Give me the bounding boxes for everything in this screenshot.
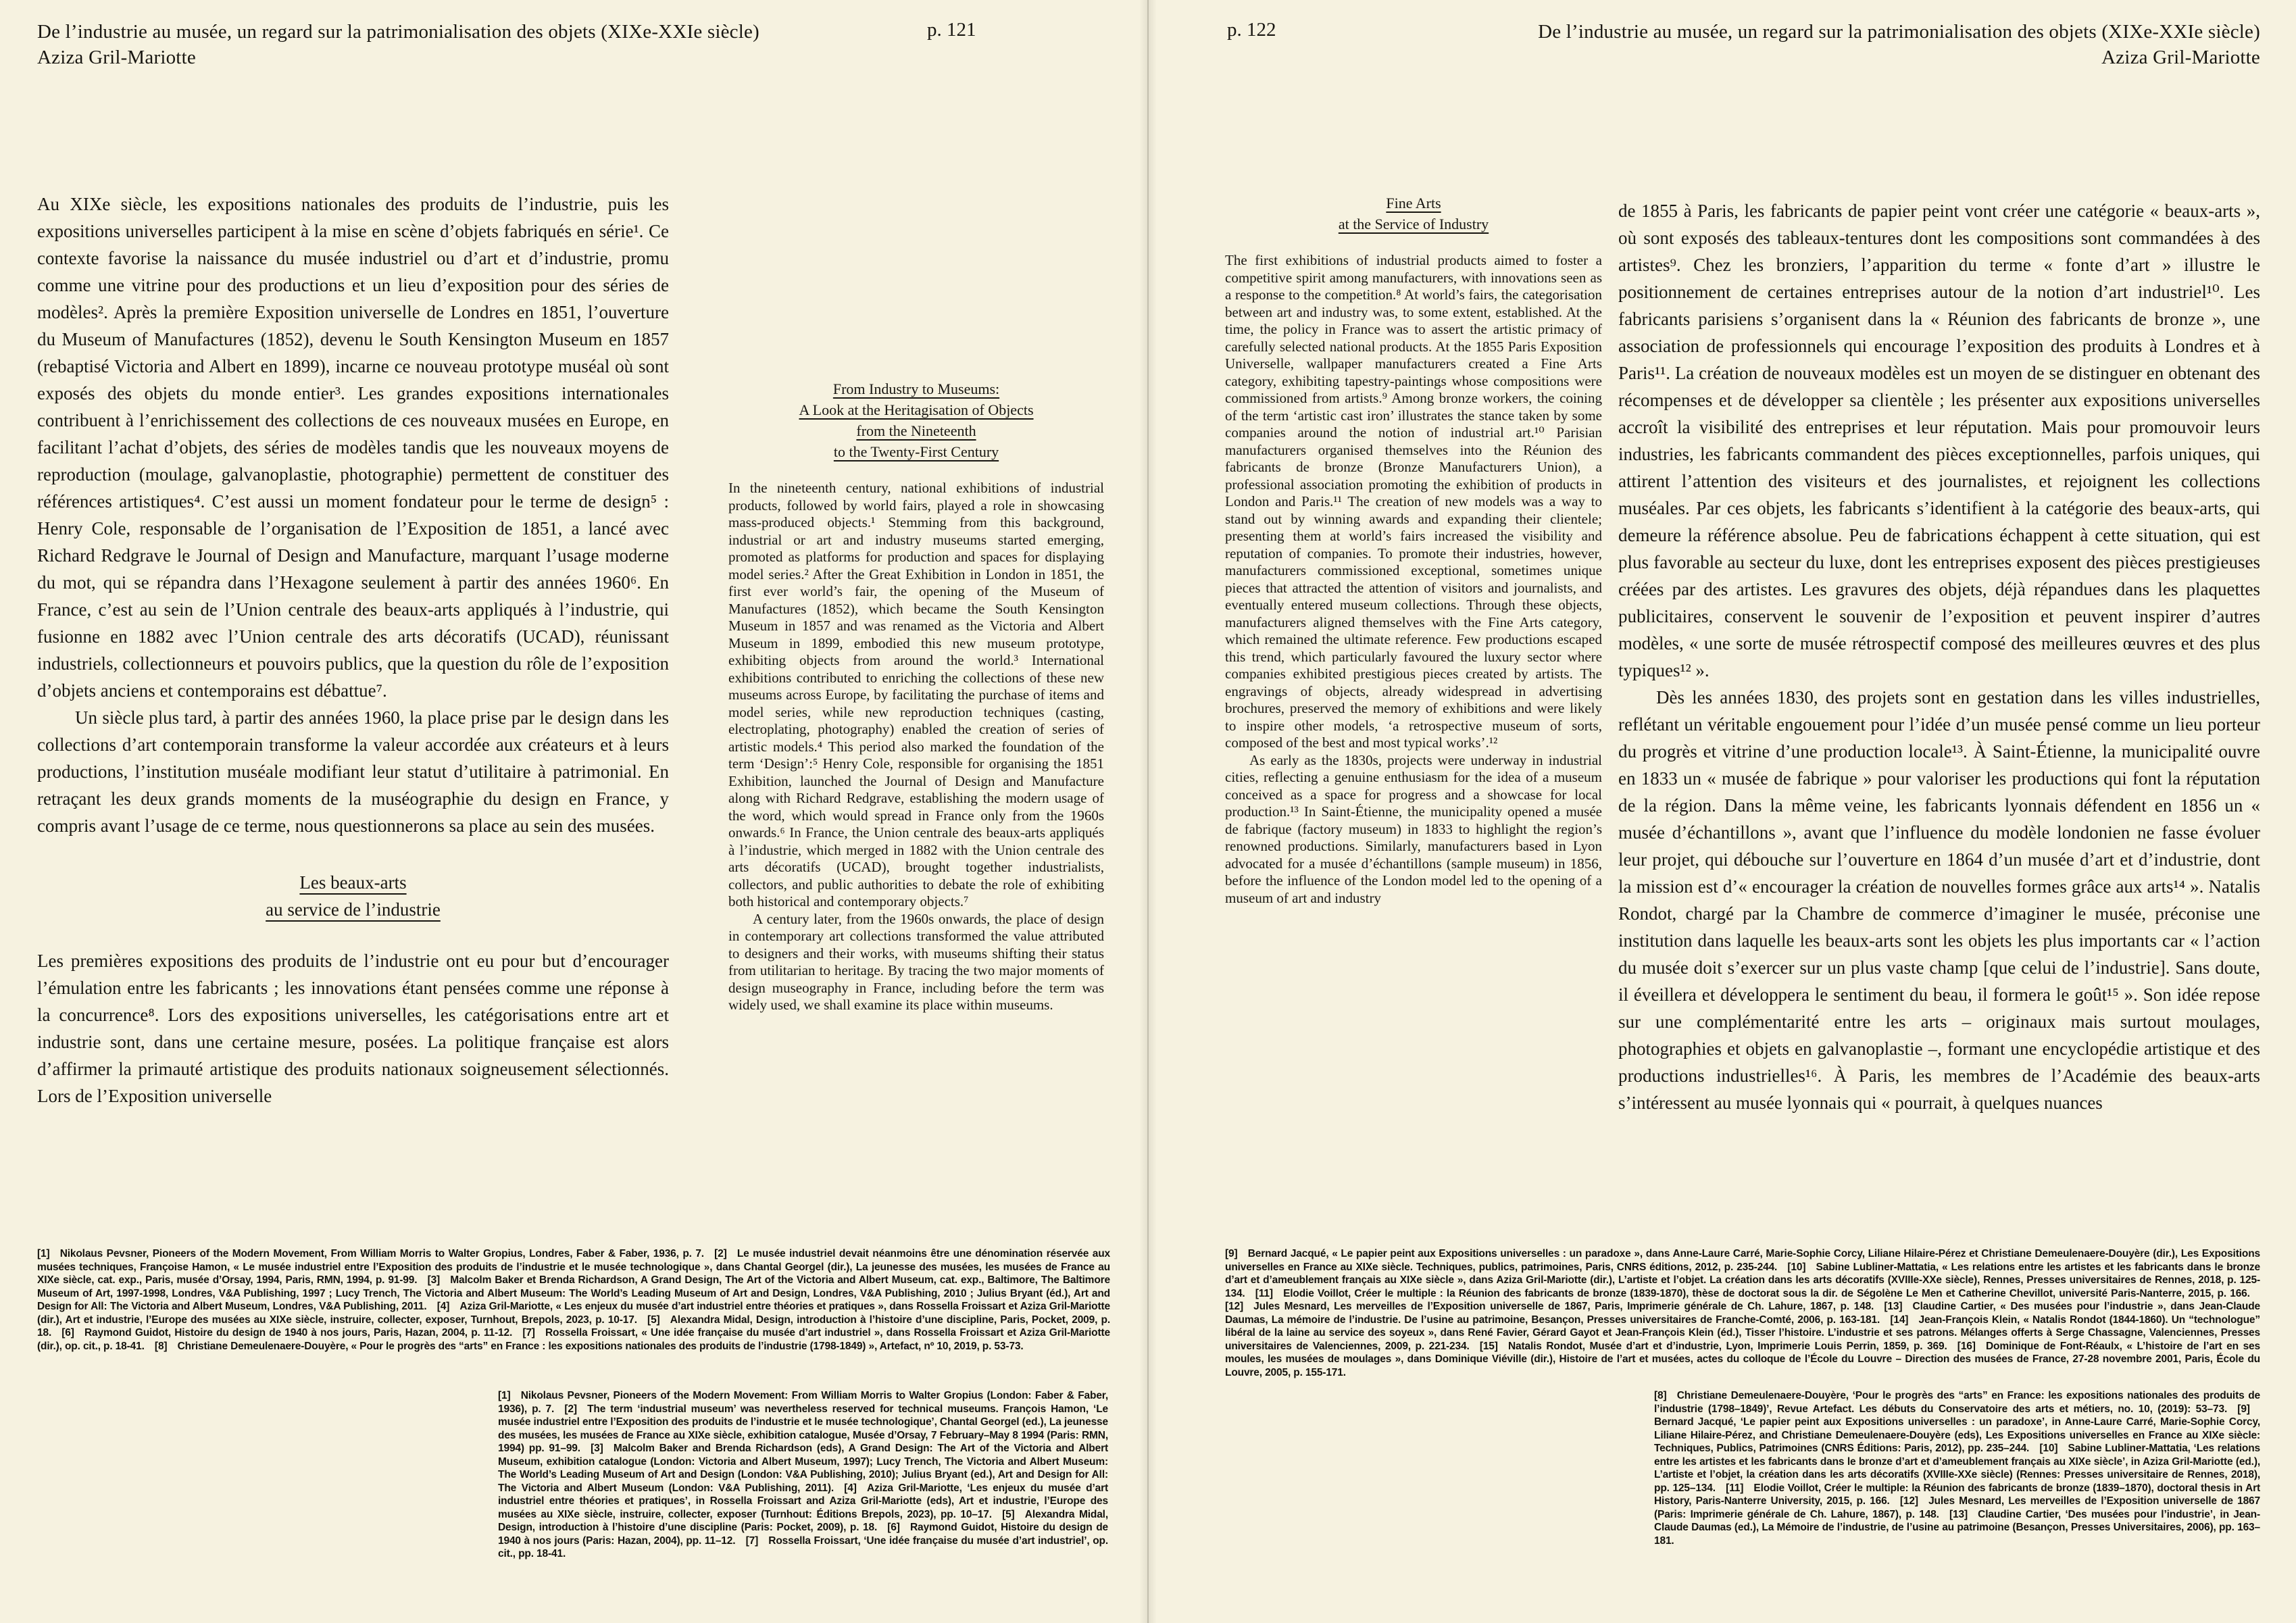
fr-paragraph: Dès les années 1830, des projets sont en gestation dans les villes industrielles, reflétant un véritable engouement pour l’idée d’un musée pensé comme un lieu porteur du progrès et vitrine d’une production locale¹³. À Saint-Étienne, la municipalité ouvre en 1833 un « musée de fabrique » pour valoriser les productions qui font la réputation de la région. Dans la même veine, les fabricants lyonnais défendent en 1856 un « musée d’échantillons », avant que l’influence du modèle londonien ne fasse évoluer leur projet, qui débouche sur l’ouverture en 1864 d’un musée d’art et d’industrie, dont la mission est d’« encourager la création de nouvelles formes grâce aux arts¹⁴ ». Natalis Rondot, chargé par la Chambre de commerce d’imaginer le musée, préconise une institution dans laquelle les beaux-arts sont les objets les plus importants car « l’action du musée doit s’exercer sur un plus vaste champ [que celui de l’industrie]. Sans doute, il éveillera et développera le sentiment du beau, il formera le goût¹⁵ ». Son idée repose sur une complémentarité entre les arts – originaux mais surtout moulages, photographies et objets en galvanoplastie –, formant une encyclopédie artistique et des productions industrielles¹⁶. À Paris, les membres de l’Académie des beaux-arts s’intéressent au musée lyonnais qui « pourrait, à quelques nuances xyxy=(1618,687,2260,1113)
footnotes-english-p121: [1] Nikolaus Pevsner, Pioneers of the Modern Movement: From William Morris to Walter Gropius (London: Faber & Faber, 1936), p. 7. [2] The term ‘industrial museum’ was nevertheless reserved for technical museums. François Hamon, ‘Le musée industriel entre l’Exposition des produits de l’industrie et le musée technologique’, Chantal Georgel (ed.), La jeunesse des musées, les musées de France au XIXe siècle, exhibition catalogue, Musée d’Orsay, 7 February–May 8 1994 (Paris: RMN, 1994) pp. 91–99. [3] Malcolm Baker and Brenda Richardson (eds), A Grand Design: The Art of the Victoria and Albert Museum, exhibition catalogue (London: Victoria and Albert Museum, 1997); Lucy Trench, The Victoria and Albert Museum: The World’s Leading Museum of Art and Design (London: V&A Publishing, 2010); Julius Bryant (ed.), Art and Design for All: The Victoria and Albert Museum (London: V&A Publishing, 2011). [4] Aziza Gril-Mariotte, ‘Les enjeux du musée d’art industriel entre théories et pratiques’, in Rossella Froissart and Aziza Gril-Mariotte (eds), Art et industrie, l’Europe des musées au XIXe siècle, instruire, collecter, exposer (Turnhout: Éditions Brepols, 2023), pp. 10–17. [5] Alexandra Midal, Design, introduction à l’histoire d’une discipline (Paris: Pocket, 2009), p. 18. [6] Raymond Guidot, Histoire du design de 1940 à nos jours (Paris: Hazan, 2004), pp. 11–12. [7] Rossella Froissart, ‘Une idée française du musée d’art industriel’, op. cit., pp. 18-41. xyxy=(498,1390,1108,1559)
section-heading-line: From Industry to Museums: xyxy=(832,380,1000,397)
section-heading-line: Fine Arts xyxy=(1386,195,1441,211)
section-heading-line: A Look at the Heritagisation of Objects xyxy=(799,401,1034,418)
section-heading-en xyxy=(1225,193,1602,234)
footnotes-french-p122: [9] Bernard Jacqué, « Le papier peint aux Expositions universelles : un paradoxe », dans Anne-Laure Carré, Marie-Sophie Corcy, Liliane Hilaire-Pérez et Christiane Demeulenaere-Douyère (dir.), Les Expositions universelles en France au XIXe siècle. Techniques, publics, patrimoines, Paris, CNRS éditions, 2012, p. 235-244. [10] Sabine Lubliner-Mattatia, « Les relations entre les artistes et les fabricants dans le bronze d’art et d’ameublement français au XIXe siècle », dans Aziza Gril-Mariotte (dir.), L’artiste et l’objet. La création dans les arts décoratifs (XVIIIe-XXe siècle), Rennes, Presses universitaires de Rennes, 2018, p. 125-134. [11] Elodie Voillot, Créer le multiple : la Réunion des fabricants de bronze (1839-1870), thèse de doctorat sous la dir. de Ségolène Le Men et Catherine Chevillot, université Paris-Nanterre, 2015, p. 166. [12] Jules Mesnard, Les merveilles de l’Exposition universelle de 1867, Paris, Imprimerie générale de Ch. Lahure, 1867, p. 148. [13] Claudine Cartier, « Des musées pour l’industrie », dans Jean-Claude Daumas, La mémoire de l’industrie. De l’usine au patrimoine, Besançon, Presses universitaires de Franche-Comté, 2006, p. 163-181. [14] Jean-François Klein, « Natalis Rondot (1844-1860). Un “technologue” libéral de la laine au service des soyeux », dans René Favier, Gérard Gayot et Jean-François Klein (éd.), Tisser l’histoire. L’industrie et ses patrons. Mélanges offerts à Serge Chassagne, Valenciennes, Presses universitaires de Valenciennes, 2009, p. 221-234. [15] Natalis Rondot, Musée d’art et d’industrie, Lyon, Imprimerie Louis Perrin, 1859, p. 369. [16] Dominique de Font-Réaulx, « L’histoire de l’art en ses moules, les musées de moulages », dans Dominique Viéville (dir.), Histoire de l’art et musées, actes du colloque de l’École du Louvre – Direction des musées de France, 27-28 novembre 2001, Paris, École du Louvre, 2005, p. 155-171. xyxy=(1225,1248,2260,1378)
section-heading-line: to the Twenty-First Century xyxy=(833,443,999,460)
section-heading-en xyxy=(728,378,1104,462)
page-title: De l’industrie au musée, un regard sur la patrimonialisation des objets (XIXe-XXIe siècle) xyxy=(1538,21,2260,43)
en-paragraph: As early as the 1830s, projects were underway in industrial cities, reflecting a genuine enthusiasm for the idea of a museum conceived as a space for progress and a showcase for local production.¹³ In Saint-Étienne, the municipality opened a musée de fabrique (factory museum) in 1833 to highlight the region’s renowned productions. Similarly, manufacturers based in Lyon advocated for a musée d’échantillons (sample museum) in 1856, before the influence of the London model led to the opening of a museum of art and industry xyxy=(1225,751,1602,906)
section-heading-line: from the Nineteenth xyxy=(856,422,976,439)
author-name: Aziza Gril-Mariotte xyxy=(2101,47,2260,68)
en-paragraph: In the nineteenth century, national exhibitions of industrial products, followed by world fairs, played a role in showcasing mass-produced objects.¹ Stemming from this background, industrial or art and industry museums started emerging, promoted as platforms for production and spaces for displaying model series.² After the Great Exhibition in London in 1851, the first ever world’s fair, the opening of the Museum of Manufactures (1852), which became the South Kensington Museum in 1857 and was renamed as the Victoria and Albert Museum in 1899, embodied this new museum prototype, exhibiting objects from around the world.³ International exhibitions contributed to enriching the collections of these new museums across Europe, by facilitating the purchase of items and model series, while new reproduction techniques (casting, electroplating, photography) enabled the creation of series of artistic models.⁴ This period also marked the foundation of the term ‘Design’:⁵ Henry Cole, responsible for organising the 1851 Exhibition, launched the Journal of Design and Manufacture along with Richard Redgrave, establishing the modern usage of the word, which would spread in France only from the 1960s onwards.⁶ In France, the Union centrale des beaux-arts appliqués à l’industrie, which merged in 1882 with the Union centrale des arts décoratifs (UCAD), brought together industrialists, collectors, and public authorities to debate the role of exhibiting both historical and contemporary objects.⁷ xyxy=(728,480,1104,909)
page-number-121: p. 121 xyxy=(927,19,976,41)
fr-paragraph: Un siècle plus tard, à partir des années 1960, la place prise par le design dans les collections d’art contemporain transforme la valeur accordée aux créateurs et à leurs productions, l’institution muséale modifiant leur statut d’utilitaire à patrimonial. En retraçant les deux grands moments de la muséographie du design en France, y compris avant l’usage de ce terme, nous questionnerons sa place au sein des musées. xyxy=(37,707,669,836)
en-paragraph: A century later, from the 1960s onwards, the place of design in contemporary art collections transformed the value attributed to designers and their works, with museums shifting their status from utilitarian to heritage. By tracing the two major moments of design museography in France, including before the term was widely used, we shall examine its place within museums. xyxy=(728,910,1104,1013)
fr-paragraph: Les premières expositions des produits de l’industrie ont eu pour but d’encourager l’émulation entre les fabricants ; les innovations étant pensées comme une réponse à la concurrence⁸. Lors des expositions universelles, les catégorisations entre art et industrie sont, dans une certaine mesure, posées. La politique française est alors d’affirmer la primauté artistique des produits nationaux soigneusement sélectionnés. Lors de l’Exposition universelle xyxy=(37,951,669,1106)
section-heading-line: au service de l’industrie xyxy=(266,899,441,920)
article-column-french-p121 xyxy=(37,191,669,1242)
page-title: De l’industrie au musée, un regard sur la patrimonialisation des objets (XIXe-XXIe siècle) xyxy=(37,21,759,43)
running-header-right xyxy=(1274,19,2260,70)
page-divider xyxy=(1147,0,1149,1623)
translation-column-english-p122 xyxy=(1225,193,1602,1244)
fr-paragraph: Au XIXe siècle, les expositions nationales des produits de l’industrie, puis les expositions universelles participent à la mise en scène d’objets fabriqués en série¹. Ce contexte favorise la naissance du musée industriel ou d’art et d’industrie, promu comme une vitrine pour des productions et un lieu d’exposition pour des séries de modèles². Après la première Exposition universelle de Londres en 1851, l’ouverture du Museum of Manufactures (1852), devenu le South Kensington Museum en 1857 (rebaptisé Victoria and Albert en 1899), incarne ce nouveau prototype muséal où sont exposés des objets du monde entier³. Les grandes expositions internationales contribuent à l’enrichissement des collections de ces nouveaux musées en Europe, en facilitant l’achat d’objets, des séries de modèles tandis que les nouveaux moyens de reproduction (moulage, galvanoplastie, photographie) permettent de constituer des références artistiques⁴. C’est aussi un moment fondateur pour le terme de design⁵ : Henry Cole, responsable de l’organisation de l’Exposition de 1851, a lancé avec Richard Redgrave le Journal of Design and Manufacture, marquant l’usage moderne du mot, qui se répandra dans l’Hexagone seulement à partir des années 1960⁶. En France, c’est au sein de l’Union centrale des beaux-arts appliqués à l’industrie, qui fusionne en 1882 avec l’Union centrale des arts décoratifs (UCAD), réunissant industriels, collectionneurs et pouvoirs publics, que la question du rôle de l’exposition d’objets anciens et contemporains est débattue⁷. xyxy=(37,194,669,701)
article-column-french-p122 xyxy=(1618,197,2260,1243)
footnotes-french-p121: [1] Nikolaus Pevsner, Pioneers of the Modern Movement, From William Morris to Walter Gropius, Londres, Faber & Faber, 1936, p. 7. [2] Le musée industriel devait néanmoins être une dénomination réservée aux musées techniques, Françoise Hamon, « Le musée industriel entre l’Exposition des produits de l’industrie et le musée technologique », dans Chantal Georgel (dir.), La jeunesse des musées, les musées de France au XIXe siècle, cat. exp., Paris, musée d’Orsay, 1994, Paris, RMN, 1994, p. 91-99. [3] Malcolm Baker et Brenda Richardson, A Grand Design, The Art of the Victoria and Albert Museum, cat. exp., Baltimore, The Baltimore Museum of Art, 1997-1998, Londres, V&A Publishing, 1997 ; Lucy Trench, The Victoria and Albert Museum: The World’s Leading Museum of Art and Design, Londres, V&A Publishing, 2010 ; Julius Bryant (éd.), Art and Design for All: The Victoria and Albert Museum, Londres, V&A Publishing, 2011. [4] Aziza Gril-Mariotte, « Les enjeux du musée d’art industriel entre théories et pratiques », dans Rossella Froissart et Aziza Gril-Mariotte (dir.), Art et industrie, l’Europe des musées au XIXe siècle, instruire, collecter, exposer, Turnhout, Brepols, 2023, p. 10-17. [5] Alexandra Midal, Design, introduction à l’histoire d’une discipline, Paris, Pocket, 2009, p. 18. [6] Raymond Guidot, Histoire du design de 1940 à nos jours, Paris, Hazan, 2004, p. 11-12. [7] Rossella Froissart, « Une idée française du musée d’art industriel », dans Rossella Froissart et Aziza Gril-Mariotte (dir.), op. cit., p. 18-41. [8] Christiane Demeulenaere-Douyère, « Pour le progrès des “arts” en France : les expositions nationales des produits de l’industrie (1798-1849) », Artefact, nº 10, 2019, p. 53-73. xyxy=(37,1248,1110,1352)
page-number-122: p. 122 xyxy=(1227,19,1276,41)
section-heading-line: Les beaux-arts xyxy=(299,872,407,893)
translation-column-english-p121 xyxy=(728,378,1104,1250)
section-heading-fr xyxy=(37,869,669,923)
footnotes-english-p122: [8] Christiane Demeulenaere-Douyère, ‘Pour le progrès des “arts” en France: les expositions nationales des produits de l’industrie (1798–1849)’, Revue Artefact. Les débuts du Conservatoire des arts et métiers, no. 10, (2019): 53–73. [9] Bernard Jacqué, ‘Le papier peint aux Expositions universelles : un paradoxe’, in Anne-Laure Carré, Marie-Sophie Corcy, Liliane Hilaire-Pérez, and Christiane Demeulenaere-Douyère (eds), Les Expositions universelles en France au XIXe siècle: Techniques, Publics, Patrimoines (CNRS Éditions: Paris, 2012), pp. 235–244. [10] Sabine Lubliner-Mattatia, ‘Les relations entre les artistes et les fabricants dans le bronze d’art et d’ameublement français au XIXe siècle’, in Aziza Gril-Mariotte (ed.), L’artiste et l’objet, la création dans les arts décoratifs (XVIIIe-XXe siècle) (Rennes: Presses universitaire de Rennes, 2018), pp. 125–134. [11] Elodie Voillot, Créer le multiple: la Réunion des fabricants de bronze (1839–1870), doctoral thesis in Art History, Paris-Nanterre University, 2015, p. 166. [12] Jules Mesnard, Les merveilles de l’Exposition universelle de 1867 (Paris: Imprimerie générale de Ch. Lahure, 1867), p. 148. [13] Claudine Cartier, ‘Des musées pour l’industrie’, in Jean-Claude Daumas (ed.), La Mémoire de l’industrie, de l’usine au patrimoine (Besançon, Presses Universitaires, 2006), pp. 163–181. xyxy=(1654,1390,2260,1547)
running-header-left xyxy=(37,19,922,70)
section-heading-line: at the Service of Industry xyxy=(1338,216,1489,232)
author-name: Aziza Gril-Mariotte xyxy=(37,47,196,68)
en-paragraph: The first exhibitions of industrial products aimed to foster a competitive spirit among manufacturers, with innovations seen as a response to the competition.⁸ At world’s fairs, the categorisation between art and industry was, to some extent, established. At the time, the policy in France was to assert the artistic primacy of carefully selected national products. At the 1855 Paris Exposition Universelle, wallpaper manufacturers created a Fine Arts category, exhibiting tapestry-paintings whose compositions were commissioned from artists.⁹ Among bronze workers, the coining of the term ‘artistic cast iron’ illustrates the stance taken by some companies around the notion of industrial art.¹⁰ Parisian manufacturers organised themselves into the Réunion des fabricants de bronze (Bronze Manufacturers Union), a professional association promoting the exhibition of products in London and Paris.¹¹ The creation of new models was a way to stand out by winning awards and expanding their clientele; presenting them at world’s fairs increased the visibility and reputation of companies. To promote their industries, however, manufacturers commissioned exceptional, sometimes unique pieces that attracted the attention of visitors and journalists, and eventually entered museum collections. Through these objects, manufacturers aligned themselves with the Fine Arts category, which remained the ultimate reference. Few productions escaped this trend, which particularly favoured the luxury sector where companies exhibited prestigious pieces created by artists. The engravings of objects, already widespread in advertising brochures, preserved the memory of exhibitions and were likely to inspire other models, ‘a retrospective museum of sorts, composed of the best and most typical works’.¹² xyxy=(1225,252,1602,751)
fr-paragraph: de 1855 à Paris, les fabricants de papier peint vont créer une catégorie « beaux-arts », où sont exposés des tableaux-tentures dont les compositions sont commandées à des artistes⁹. Chez les bronziers, l’apparition du terme « fonte d’art » illustre le positionnement de certaines entreprises autour de la notion d’art industriel¹⁰. Les fabricants parisiens s’organisent dans la « Réunion des fabricants de bronze », une association de professionnels qui encourage l’exposition des produits à Londres et à Paris¹¹. La création de nouveaux modèles est un moyen de se distinguer en obtenant des récompenses et de développer sa clientèle ; les présenter aux expositions universelles accroît la visibilité des entreprises et leur réputation. Mais pour promouvoir leurs industries, les fabricants commandent des pièces exceptionnelles, parfois uniques, qui attirent l’attention des visiteurs et des journalistes, et rejoignent les collections muséales. Par ces objets, les fabricants s’identifient à la catégorie des beaux-arts, qui demeure la référence absolue. Peu de fabrications échappent à cette situation, qui est plus favorable au secteur du luxe, dont les entreprises exposent des pièces prestigieuses créées par des artistes. Les gravures des objets, déjà répandues dans les plaquettes publicitaires, conservent le souvenir de l’exposition et peuvent inspirer d’autres modèles, « une sorte de musée rétrospectif composé des meilleures œuvres et des plus typiques¹² ». xyxy=(1618,201,2260,680)
